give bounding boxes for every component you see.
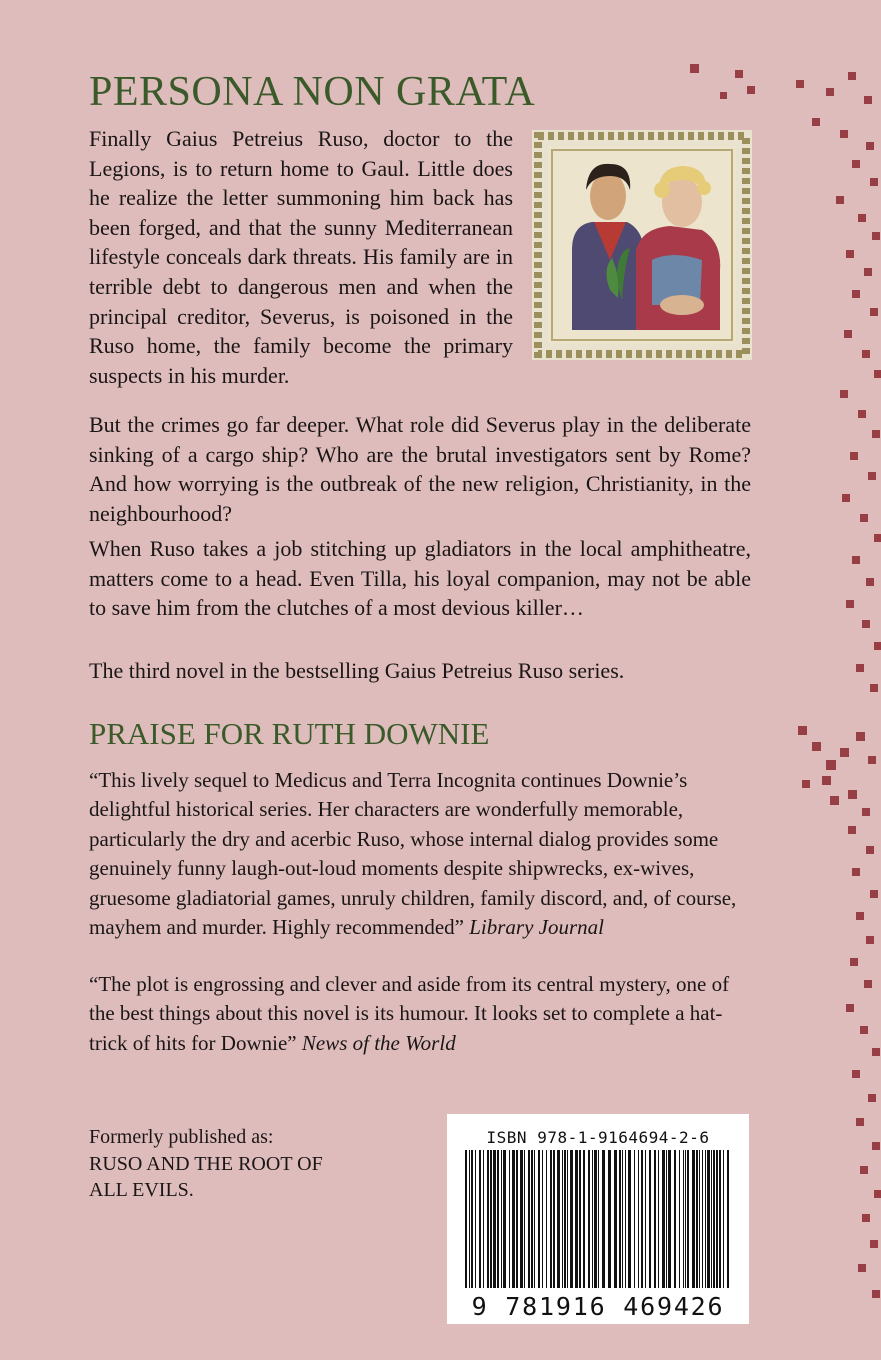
barcode-bar [512, 1150, 515, 1288]
barcode-bar [654, 1150, 656, 1288]
barcode-bar [550, 1150, 552, 1288]
barcode-bar [493, 1150, 496, 1288]
mosaic-portrait-image [532, 130, 752, 360]
barcode-bar [699, 1150, 700, 1288]
barcode-bar [471, 1150, 473, 1288]
blurb-paragraph-3: When Ruso takes a job stitching up gladiators in the local amphitheatre, matters come to a head. Even Tilla, his loyal companion, may not be able to save him from the clutches of a most devious killer… [89, 536, 751, 621]
blurb-paragraph-1: Finally Gaius Petreius Ruso, doctor to the Legions, is to return home to Gaul. Little does he realize the letter summoning him back has been forged, and that the sunny Mediterranean lifestyle conceals dark threats. His family are in terrible debt to dangerous men and when the principal creditor, Severus, is poisoned in the Ruso home, the family become the primary suspects in his murder. [89, 126, 513, 388]
barcode-bar [475, 1150, 476, 1288]
barcode-bar [679, 1150, 680, 1288]
barcode-bar [520, 1150, 523, 1288]
barcode-bar [553, 1150, 555, 1288]
barcode-bar [531, 1150, 533, 1288]
blurb-paragraph-4: The third novel in the bestselling Gaius Petreius Ruso series. [89, 658, 625, 683]
barcode-bar [705, 1150, 706, 1288]
review-source: Library Journal [469, 915, 604, 940]
barcode-bar [666, 1150, 667, 1288]
barcode-bar [538, 1150, 540, 1288]
barcode-bar [528, 1150, 530, 1288]
barcode-bar [685, 1150, 686, 1288]
barcode-bar [534, 1150, 535, 1288]
barcode-bar [557, 1150, 560, 1288]
barcode-bar [645, 1150, 646, 1288]
barcode-bar [727, 1150, 729, 1288]
barcode-bar [487, 1150, 489, 1288]
review-text: “This lively sequel to Medicus and Terra Incognita continues Downie’s delightful historical series. Her characters are wonderfully memorable, particularly the dry and acerbic Ruso, whose internal dialog provides some genuinely funny laugh-out-loud moments despite shipwrecks, ex-wives, gruesome gladiatorial games, unruly children, family discord, and, of course, mayhem and murder. Highly recommended” [89, 768, 737, 940]
barcode-bar [716, 1150, 718, 1288]
barcode-panel [447, 1114, 749, 1324]
barcode-bar [509, 1150, 510, 1288]
barcode-bar [707, 1150, 710, 1288]
barcode-bar [641, 1150, 643, 1288]
barcode-bar [696, 1150, 698, 1288]
barcode-bar [497, 1150, 499, 1288]
barcode-bar [668, 1150, 671, 1288]
barcode-bar [711, 1150, 712, 1288]
barcode-bar [575, 1150, 578, 1288]
barcode-bar [564, 1150, 566, 1288]
book-title: PERSONA NON GRATA [89, 69, 536, 115]
barcode-bar [658, 1150, 659, 1288]
barcode-bar [683, 1150, 684, 1288]
praise-heading: PRAISE FOR RUTH DOWNIE [89, 716, 490, 751]
barcode-bar [503, 1150, 506, 1288]
barcode-bar [649, 1150, 651, 1288]
barcode-bar [619, 1150, 621, 1288]
review-news-of-the-world [89, 970, 751, 1058]
barcode-bar [567, 1150, 568, 1288]
barcode-bar [622, 1150, 623, 1288]
barcode-bar [598, 1150, 599, 1288]
barcode-bar [723, 1150, 724, 1288]
barcode-bar [524, 1150, 525, 1288]
barcode-bar [625, 1150, 626, 1288]
barcode-bar [592, 1150, 593, 1288]
barcode-bar [692, 1150, 695, 1288]
barcode-bar [662, 1150, 665, 1288]
barcode-bar [483, 1150, 484, 1288]
barcode-bar [542, 1150, 543, 1288]
barcode-bar [479, 1150, 481, 1288]
barcode-bars [461, 1150, 735, 1288]
blurb-paragraph-2: But the crimes go far deeper. What role did Severus play in the deliberate sinking of a cargo ship? Who are the brutal investigators sent by Rome? And how worrying is the outbreak of the new religion, Christianity, in the neighbourhood? [89, 412, 751, 526]
barcode-bar [465, 1150, 467, 1288]
barcode-bar [638, 1150, 639, 1288]
review-text: “The plot is engrossing and clever and aside from its central mystery, one of the best things about this novel is its humour. It looks set to complete a hat-trick of hits for Downie” [89, 972, 730, 1055]
barcode-bar [602, 1150, 605, 1288]
barcode-bar [634, 1150, 635, 1288]
barcode-bar [570, 1150, 573, 1288]
barcode-bar [628, 1150, 631, 1288]
barcode-bar [674, 1150, 676, 1288]
barcode-bar [702, 1150, 703, 1288]
barcode-bar [719, 1150, 721, 1288]
barcode-bar [546, 1150, 547, 1288]
barcode-bar [588, 1150, 590, 1288]
barcode-bar [687, 1150, 689, 1288]
former-label: Formerly published as: [89, 1126, 274, 1148]
isbn-label: ISBN 978-1-9164694-2-6 [486, 1128, 710, 1147]
barcode-bar [469, 1150, 470, 1288]
review-source: News of the World [301, 1030, 456, 1055]
former-title-line-2: ALL EVILS. [89, 1179, 194, 1201]
barcode-bar [614, 1150, 617, 1288]
barcode-bar [516, 1150, 518, 1288]
barcode-bar [501, 1150, 502, 1288]
former-title-line-1: RUSO AND THE ROOT OF [89, 1152, 323, 1175]
ean-digits: 9 781916 469426 [471, 1292, 725, 1321]
formerly-published-note [89, 1124, 429, 1204]
barcode-bar [594, 1150, 597, 1288]
barcode-bar [562, 1150, 563, 1288]
barcode-bar [583, 1150, 585, 1288]
barcode-bar [713, 1150, 715, 1288]
barcode-bar [608, 1150, 611, 1288]
barcode-bar [579, 1150, 581, 1288]
barcode-bar [490, 1150, 492, 1288]
review-library-journal [89, 766, 751, 942]
